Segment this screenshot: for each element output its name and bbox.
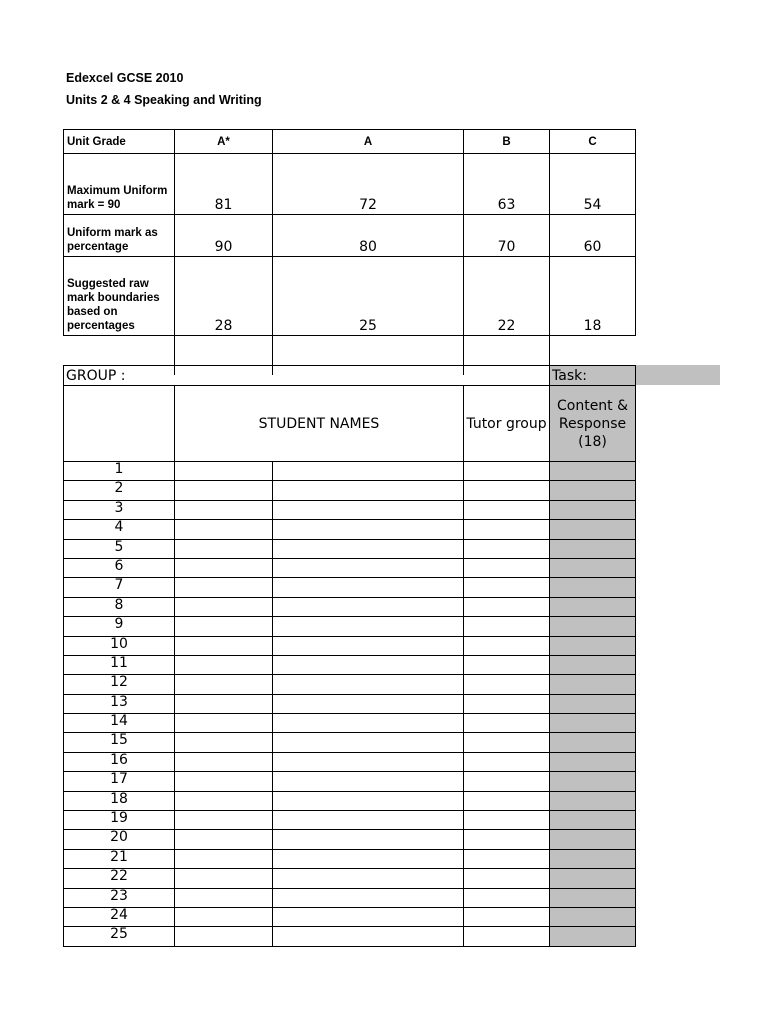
student-row xyxy=(64,462,636,481)
student-row xyxy=(64,578,636,597)
content-response-cell[interactable] xyxy=(550,462,636,481)
number-header xyxy=(64,386,175,462)
tutor-group-cell[interactable] xyxy=(464,636,550,655)
student-last-name-cell[interactable] xyxy=(273,772,464,791)
grade-value: 70 xyxy=(464,215,550,257)
max-uniform-mark-row xyxy=(64,154,636,215)
tutor-group-cell[interactable] xyxy=(464,772,550,791)
tutor-group-cell[interactable] xyxy=(464,714,550,733)
group-label[interactable]: GROUP : xyxy=(64,366,550,386)
uniform-percentage-row xyxy=(64,215,636,257)
student-first-name-cell[interactable] xyxy=(175,481,273,500)
student-first-name-cell[interactable] xyxy=(175,617,273,636)
row-number: 24 xyxy=(64,907,175,926)
grade-value: 25 xyxy=(273,257,464,336)
student-last-name-cell[interactable] xyxy=(273,578,464,597)
student-first-name-cell[interactable] xyxy=(175,694,273,713)
student-last-name-cell[interactable] xyxy=(273,558,464,577)
content-response-cell[interactable] xyxy=(550,539,636,558)
content-response-cell[interactable] xyxy=(550,655,636,674)
student-row xyxy=(64,733,636,752)
student-row xyxy=(64,752,636,771)
student-row xyxy=(64,558,636,577)
student-first-name-cell[interactable] xyxy=(175,752,273,771)
student-first-name-cell[interactable] xyxy=(175,869,273,888)
content-response-cell[interactable] xyxy=(550,675,636,694)
row-number: 19 xyxy=(64,811,175,830)
student-last-name-cell[interactable] xyxy=(273,927,464,946)
content-response-cell[interactable] xyxy=(550,888,636,907)
row-number: 8 xyxy=(64,597,175,616)
raw-mark-boundaries-row xyxy=(64,257,636,336)
student-last-name-cell[interactable] xyxy=(273,597,464,616)
grade-value: 60 xyxy=(550,215,636,257)
tutor-group-cell[interactable] xyxy=(464,733,550,752)
student-last-name-cell[interactable] xyxy=(273,907,464,926)
content-response-cell[interactable] xyxy=(550,617,636,636)
grade-value: 90 xyxy=(175,215,273,257)
row-label: Suggested raw mark boundaries based on percentages xyxy=(64,257,175,336)
document-subtitle: Units 2 & 4 Speaking and Writing xyxy=(66,93,262,107)
grade-value: 18 xyxy=(550,257,636,336)
student-first-name-cell[interactable] xyxy=(175,733,273,752)
tutor-group-cell[interactable] xyxy=(464,675,550,694)
student-header-row xyxy=(64,386,636,462)
student-last-name-cell[interactable] xyxy=(273,752,464,771)
student-row xyxy=(64,520,636,539)
content-response-cell[interactable] xyxy=(550,849,636,868)
row-number: 17 xyxy=(64,772,175,791)
student-first-name-cell[interactable] xyxy=(175,907,273,926)
student-row xyxy=(64,811,636,830)
student-row xyxy=(64,927,636,946)
grade-value: 63 xyxy=(464,154,550,215)
student-last-name-cell[interactable] xyxy=(273,500,464,519)
tutor-group-cell[interactable] xyxy=(464,694,550,713)
grade-header-row xyxy=(64,130,636,154)
tutor-group-cell[interactable] xyxy=(464,888,550,907)
student-first-name-cell[interactable] xyxy=(175,655,273,674)
content-response-cell[interactable] xyxy=(550,578,636,597)
tutor-group-cell[interactable] xyxy=(464,578,550,597)
tutor-group-cell[interactable] xyxy=(464,597,550,616)
row-number: 3 xyxy=(64,500,175,519)
student-last-name-cell[interactable] xyxy=(273,714,464,733)
tutor-group-cell[interactable] xyxy=(464,811,550,830)
student-row xyxy=(64,597,636,616)
row-number: 10 xyxy=(64,636,175,655)
tutor-group-cell[interactable] xyxy=(464,752,550,771)
row-number: 1 xyxy=(64,462,175,481)
content-response-cell[interactable] xyxy=(550,869,636,888)
grade-value: 28 xyxy=(175,257,273,336)
student-first-name-cell[interactable] xyxy=(175,539,273,558)
row-number: 23 xyxy=(64,888,175,907)
student-first-name-cell[interactable] xyxy=(175,772,273,791)
row-number: 15 xyxy=(64,733,175,752)
tutor-group-cell[interactable] xyxy=(464,481,550,500)
row-label: Uniform mark as percentage xyxy=(64,215,175,257)
student-last-name-cell[interactable] xyxy=(273,675,464,694)
unit-grade-header: Unit Grade xyxy=(64,130,175,154)
student-last-name-cell[interactable] xyxy=(273,733,464,752)
student-row xyxy=(64,694,636,713)
student-first-name-cell[interactable] xyxy=(175,714,273,733)
grade-a-header: A xyxy=(273,130,464,154)
tutor-group-cell[interactable] xyxy=(464,907,550,926)
tutor-group-cell[interactable] xyxy=(464,520,550,539)
row-number: 13 xyxy=(64,694,175,713)
tutor-group-cell[interactable] xyxy=(464,462,550,481)
grade-value: 22 xyxy=(464,257,550,336)
row-number: 18 xyxy=(64,791,175,810)
row-number: 6 xyxy=(64,558,175,577)
row-number: 21 xyxy=(64,849,175,868)
content-response-cell[interactable] xyxy=(550,811,636,830)
grade-value: 81 xyxy=(175,154,273,215)
student-row xyxy=(64,539,636,558)
student-last-name-cell[interactable] xyxy=(273,830,464,849)
row-number: 11 xyxy=(64,655,175,674)
content-response-cell[interactable] xyxy=(550,558,636,577)
content-response-cell[interactable] xyxy=(550,714,636,733)
tutor-group-header: Tutor group xyxy=(464,386,550,462)
row-number: 12 xyxy=(64,675,175,694)
row-number: 22 xyxy=(64,869,175,888)
student-first-name-cell[interactable] xyxy=(175,791,273,810)
student-first-name-cell[interactable] xyxy=(175,830,273,849)
content-response-cell[interactable] xyxy=(550,520,636,539)
tutor-group-cell[interactable] xyxy=(464,849,550,868)
student-row xyxy=(64,617,636,636)
grade-value: 80 xyxy=(273,215,464,257)
row-number: 5 xyxy=(64,539,175,558)
tutor-group-cell[interactable] xyxy=(464,617,550,636)
student-row xyxy=(64,907,636,926)
student-first-name-cell[interactable] xyxy=(175,520,273,539)
student-row xyxy=(64,500,636,519)
grade-c-header: C xyxy=(550,130,636,154)
student-row xyxy=(64,714,636,733)
student-first-name-cell[interactable] xyxy=(175,927,273,946)
student-row xyxy=(64,636,636,655)
student-last-name-cell[interactable] xyxy=(273,655,464,674)
content-response-cell[interactable] xyxy=(550,927,636,946)
student-last-name-cell[interactable] xyxy=(273,481,464,500)
tutor-group-cell[interactable] xyxy=(464,558,550,577)
content-response-cell[interactable] xyxy=(550,907,636,926)
student-marks-table xyxy=(63,365,636,947)
content-response-cell[interactable] xyxy=(550,500,636,519)
student-last-name-cell[interactable] xyxy=(273,617,464,636)
student-last-name-cell[interactable] xyxy=(273,520,464,539)
content-response-cell[interactable] xyxy=(550,752,636,771)
tutor-group-cell[interactable] xyxy=(464,655,550,674)
grade-value: 72 xyxy=(273,154,464,215)
student-row xyxy=(64,791,636,810)
student-last-name-cell[interactable] xyxy=(273,791,464,810)
student-first-name-cell[interactable] xyxy=(175,578,273,597)
student-last-name-cell[interactable] xyxy=(273,811,464,830)
student-first-name-cell[interactable] xyxy=(175,888,273,907)
row-number: 16 xyxy=(64,752,175,771)
row-number: 25 xyxy=(64,927,175,946)
content-response-cell[interactable] xyxy=(550,694,636,713)
student-last-name-cell[interactable] xyxy=(273,636,464,655)
student-last-name-cell[interactable] xyxy=(273,849,464,868)
tutor-group-cell[interactable] xyxy=(464,791,550,810)
student-last-name-cell[interactable] xyxy=(273,462,464,481)
student-row xyxy=(64,830,636,849)
tutor-group-cell[interactable] xyxy=(464,830,550,849)
tutor-group-cell[interactable] xyxy=(464,539,550,558)
content-response-cell[interactable] xyxy=(550,481,636,500)
tutor-group-cell[interactable] xyxy=(464,500,550,519)
document-title: Edexcel GCSE 2010 xyxy=(66,71,184,85)
student-first-name-cell[interactable] xyxy=(175,558,273,577)
student-first-name-cell[interactable] xyxy=(175,675,273,694)
student-row xyxy=(64,675,636,694)
student-row xyxy=(64,869,636,888)
grade-a-star-header: A* xyxy=(175,130,273,154)
student-last-name-cell[interactable] xyxy=(273,869,464,888)
student-last-name-cell[interactable] xyxy=(273,694,464,713)
student-first-name-cell[interactable] xyxy=(175,462,273,481)
task-label: Task: xyxy=(550,366,636,386)
row-number: 20 xyxy=(64,830,175,849)
content-response-header: Content & Response (18) xyxy=(550,386,636,462)
student-row xyxy=(64,772,636,791)
student-first-name-cell[interactable] xyxy=(175,811,273,830)
row-number: 14 xyxy=(64,714,175,733)
student-last-name-cell[interactable] xyxy=(273,539,464,558)
content-response-cell[interactable] xyxy=(550,791,636,810)
student-row xyxy=(64,888,636,907)
row-number: 7 xyxy=(64,578,175,597)
content-response-cell[interactable] xyxy=(550,772,636,791)
row-label: Maximum Uniform mark = 90 xyxy=(64,154,175,215)
content-response-cell[interactable] xyxy=(550,733,636,752)
student-first-name-cell[interactable] xyxy=(175,597,273,616)
student-row xyxy=(64,849,636,868)
student-first-name-cell[interactable] xyxy=(175,500,273,519)
task-input-cell[interactable] xyxy=(635,365,720,385)
content-response-cell[interactable] xyxy=(550,597,636,616)
content-response-cell[interactable] xyxy=(550,636,636,655)
group-row xyxy=(64,366,636,386)
grade-value: 54 xyxy=(550,154,636,215)
student-row xyxy=(64,481,636,500)
student-last-name-cell[interactable] xyxy=(273,888,464,907)
row-number: 9 xyxy=(64,617,175,636)
content-response-cell[interactable] xyxy=(550,830,636,849)
student-first-name-cell[interactable] xyxy=(175,636,273,655)
student-row xyxy=(64,655,636,674)
student-names-header: STUDENT NAMES xyxy=(175,386,464,462)
tutor-group-cell[interactable] xyxy=(464,927,550,946)
tutor-group-cell[interactable] xyxy=(464,869,550,888)
row-number: 2 xyxy=(64,481,175,500)
student-first-name-cell[interactable] xyxy=(175,849,273,868)
grade-b-header: B xyxy=(464,130,550,154)
row-number: 4 xyxy=(64,520,175,539)
grade-boundaries-table xyxy=(63,129,636,375)
